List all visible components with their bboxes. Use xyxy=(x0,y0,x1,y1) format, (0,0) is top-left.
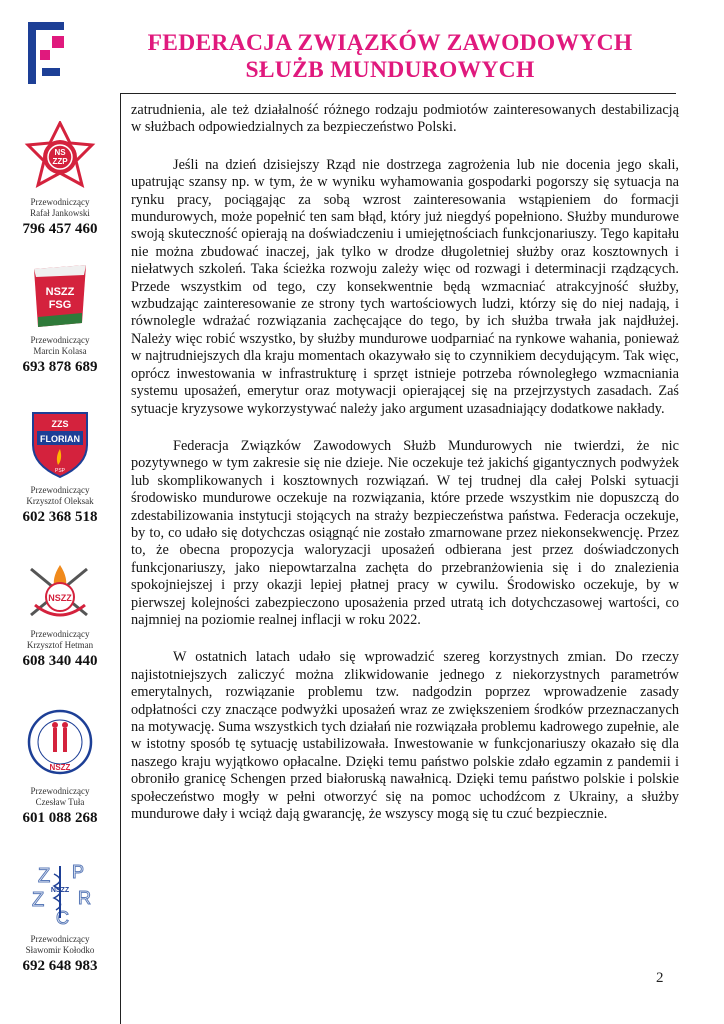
chair-name: Czesław Tuła xyxy=(35,796,85,807)
nszz-funkcjonariuszy-i-pracownikow-wieziennictwa-logo-icon xyxy=(25,708,95,780)
sidebar-org-nszz-pozarnictwa xyxy=(0,559,120,670)
zzp-snake-logo-icon xyxy=(20,858,100,928)
header-divider xyxy=(120,93,676,94)
header-title xyxy=(80,30,700,84)
svg-text:P: P xyxy=(72,862,85,882)
chair-phone: 601 088 268 xyxy=(22,810,98,826)
chair-phone: 693 878 689 xyxy=(22,359,98,375)
page-number: 2 xyxy=(656,970,664,986)
body-paragraph: W ostatnich latach udało się wprowadzić szereg korzystnych zmian. Do rzeczy najistotniejszych zaliczyć można zlikwidowanie jednego z niekorzystnych parametrów emerytalnych, rozwiązanie problemu tzw. nadgodzin poprzez wprowadzenie zasady odpłatności czy znaczące podwyżki uposażeń wraz ze zwiększeniem środków przeznaczanych na motywację. Suma wszystkich tych działań nie rozwiązała problemu kadrowego zupełnie, ale w istotny sposób tę sytuację ustabilizowała. Inwestowanie w funkcjonariuszy okazało się dla naszego kraju wyjątkowo opłacalne. Dzięki temu państwo polskie zdało egzamin z pandemii i obroniło granicę Schengen przed białoruską nawałnicą. Dzięki temu państwo polskie i polskie społeczeństwo mogły w pełni otworzyć się na pomoc uchodźcom z Ukrainy, a służby mundurowe dały i wciąż dają gwarancję, że wszyscy mogą się tu czuć bezpiecznie. xyxy=(131,649,679,823)
svg-text:PSP: PSP xyxy=(54,468,66,474)
header-title-line1: FEDERACJA ZWIĄZKÓW ZAWODOWYCH xyxy=(147,30,633,56)
svg-text:NSZZ: NSZZ xyxy=(45,286,75,298)
svg-text:Z: Z xyxy=(38,865,51,887)
chair-label: Przewodniczący xyxy=(30,335,90,345)
svg-text:NSZZ: NSZZ xyxy=(50,887,70,894)
chair-label: Przewodniczący xyxy=(30,197,90,207)
svg-text:Z: Z xyxy=(32,889,45,911)
nszz-pracownikow-pozarnictwa-logo-icon xyxy=(21,559,99,623)
chair-label: Przewodniczący xyxy=(30,629,90,639)
chair-name: Marcin Kolasa xyxy=(33,345,87,356)
svg-text:FLORIAN: FLORIAN xyxy=(40,434,80,444)
svg-text:C: C xyxy=(56,908,69,928)
svg-text:R: R xyxy=(78,888,91,908)
chair-name: Krzysztof Oleksak xyxy=(26,495,94,506)
sidebar-org-nszzp xyxy=(0,121,120,238)
chair-label: Przewodniczący xyxy=(30,485,90,495)
svg-text:FSG: FSG xyxy=(48,299,72,311)
sidebar-divider xyxy=(120,93,121,1024)
letter-body xyxy=(131,102,679,843)
federation-corner-logo xyxy=(28,22,78,84)
svg-text:ZZP: ZZP xyxy=(52,157,68,166)
chair-label: Przewodniczący xyxy=(30,786,90,796)
chair-name: Krzysztof Hetman xyxy=(26,639,94,650)
sidebar-org-nszz-fsg xyxy=(0,263,120,376)
body-paragraph: Federacja Związków Zawodowych Służb Mundurowych nie twierdzi, że nic pozytywnego w tym zakresie się nie dzieje. Nie oczekuje też jakichś gigantycznych podwyżek lub skomplikowanych i kosztownych rozwiązań. W tej trudnej dla całej Polski sytuacji środowisko mundurowe oczekuje na rozwiązania, które przede wszystkim nie dopuszczą do zdestabilizowania instytucji stojących na straży bezpieczeństwa państwa. Federacja oczekuje, by to, co udało się dotychczas osiągnąć nie zostało zmarnowane przez niekonsekwencję. Przez to, że obecna propozycja waloryzacji uposażeń odbierana jest przez doświadczonych funkcjonariuszy, jako niepowtarzalna zachęta do przebranżowienia się i do znalezienia spokojniejszej i przy okazji lepiej płatnej pracy w cywilu. Środowisko oczekuje, by w pierwszej kolejności zabezpieczono uposażenia przed utratą ich dotychczasowej wartości, co najmniej na poziomie realnej inflacji w roku 2022. xyxy=(131,437,679,628)
chair-label: Przewodniczący xyxy=(30,934,90,944)
chair-name: Sławomir Kołodko xyxy=(25,944,95,955)
body-paragraph: zatrudnienia, ale też działalność różnego rodzaju podmiotów zainteresowanych destabilizacją w służbach odpowiedzialnych za bezpieczeństwo Polski. xyxy=(131,102,679,136)
zzs-florian-shield-logo-icon xyxy=(29,409,91,479)
svg-text:NSZZ: NSZZ xyxy=(49,763,71,772)
chair-phone: 692 648 983 xyxy=(22,958,98,974)
svg-text:NSZZ: NSZZ xyxy=(48,593,72,603)
svg-text:ZZS: ZZS xyxy=(51,419,69,429)
nszz-pentagon-star-logo-icon xyxy=(22,121,98,191)
sidebar-org-zzs-florian xyxy=(0,409,120,526)
sidebar-org-zzp xyxy=(0,858,120,975)
svg-text:NS: NS xyxy=(54,148,66,157)
nszz-fsg-logo-icon xyxy=(30,263,90,329)
sidebar-org-nszz-wieziennictwa xyxy=(0,708,120,827)
chair-phone: 602 368 518 xyxy=(22,509,98,525)
chair-name: Rafał Jankowski xyxy=(30,207,90,218)
chair-phone: 608 340 440 xyxy=(22,653,98,669)
header-title-line2: SŁUŻB MUNDUROWYCH xyxy=(245,57,535,83)
body-paragraph: Jeśli na dzień dzisiejszy Rząd nie dostrzega zagrożenia lub nie docenia jego skali, upatrując szansy np. w tym, że w wyniku wyhamowania gospodarki pogorszy się sytuacja na rynku pracy, pociągając za sobą wzrost zainteresowania wstąpieniem do formacji mundurowych, może popełnić ten sam błąd, który już niegdyś popełniono. Służby mundurowe swoją skuteczność opierają na doświadczeniu i umiejętnościach funkcjonariuszy. Tego kapitału nie można zbudować inaczej, jak tylko w drodze długoletniej służby oraz kosztownych i niełatwych szkoleń. Taka ścieżka rozwoju zależy więc od rozwagi i determinacji rządzących. Przede wszystkim od tego, czy konsekwentnie będą wzmacniać atrakcyjność służby, wzbudzając zainteresowanie ze strony tych wartościowych ludzi, którzy się do niej nadają, i równolegle wdrażać rozwiązania zachęcające do tego, by ich służba trwała jak najdłużej. Należy więc robić wszystko, by służby mundurowe uodparniać na rynkowe wahania, ponieważ w najtrudniejszych dla kraju momentach okazywało się to czynnikiem decydującym. Tak więc, oprócz inwestowania w infrastrukturę i sprzęt istnieje potrzeba równoległego wzmacniania systemu uposażeń, emerytur oraz motywacji opierającej się na przejrzystych zasadach. Zaś sytuacje kryzysowe wykorzystywać należy jako argument uzasadniający dodatkowe nakłady. xyxy=(131,156,679,417)
chair-phone: 796 457 460 xyxy=(22,221,98,237)
